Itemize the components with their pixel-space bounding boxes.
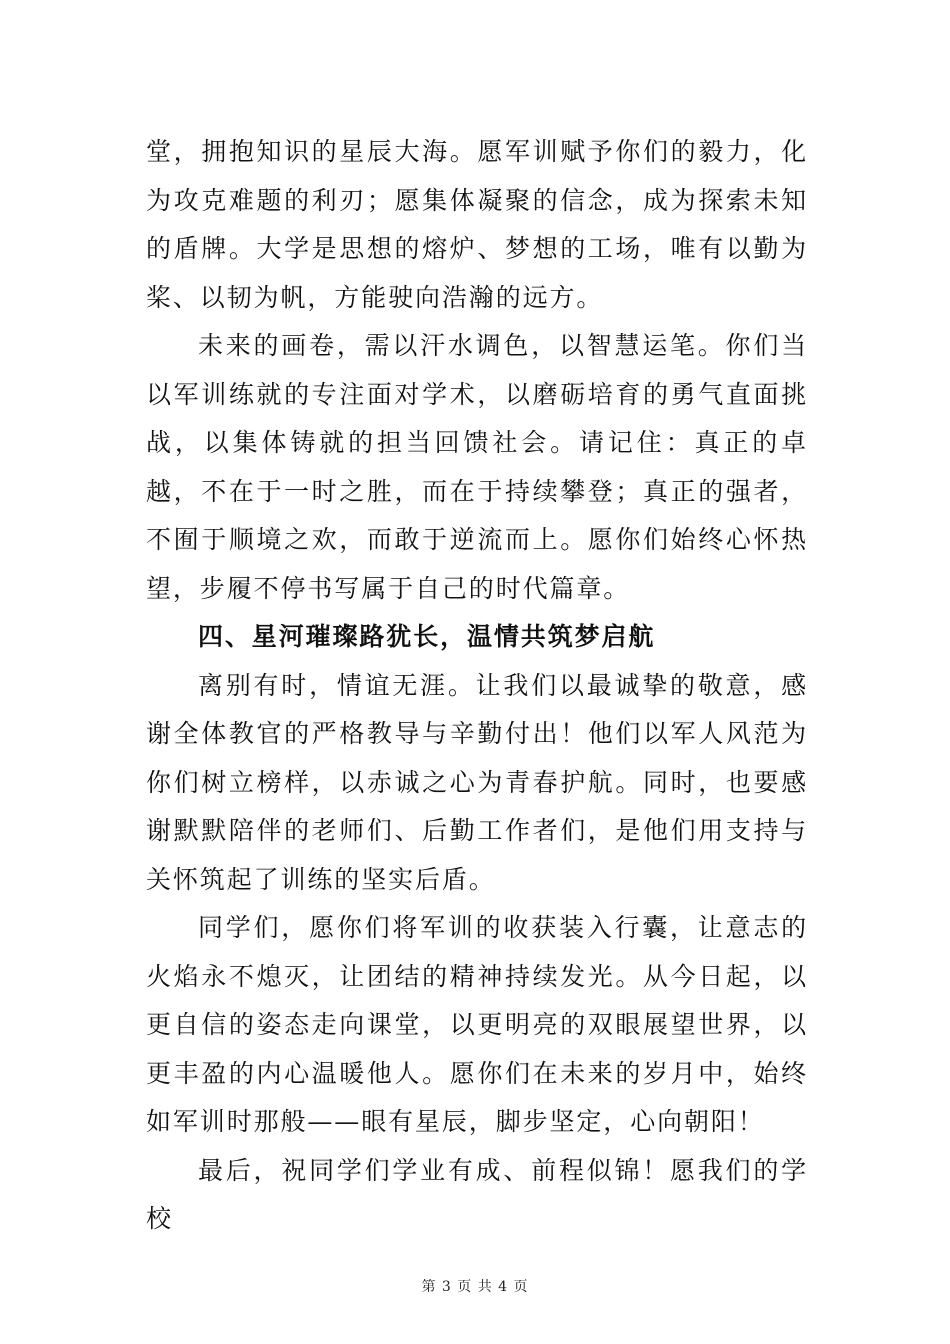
paragraph-closing: 最后，祝同学们学业有成、前程似锦！愿我们的学校 (146, 1155, 808, 1233)
section-heading-4: 四、星河璀璨路犹长，温情共筑梦启航 (198, 622, 656, 651)
page-number-footer: 第 3 页 共 4 页 (421, 1279, 529, 1295)
document-body (146, 128, 808, 1244)
paragraph-classmates-wishes: 同学们，愿你们将军训的收获装入行囊，让意志的火焰永不熄灭，让团结的精神持续发光。从今日起，以更自信的姿态走向课堂，以更明亮的双眼展望世界，以更丰盈的内心温暖他人。愿你们在未来的岁月中，始终如军训时那般——眼有星辰，脚步坚定，心向朝阳！ (146, 913, 808, 1136)
paragraph-farewell-thanks: 离别有时，情谊无涯。让我们以最诚挚的敬意，感谢全体教官的严格教导与辛勤付出！他们以军人风范为你们树立榜样，以赤诚之心为青春护航。同时，也要感谢默默陪伴的老师们、后勤工作者们，是他们用支持与关怀筑起了训练的坚实后盾。 (146, 670, 808, 894)
paragraph-future-canvas: 未来的画卷，需以汗水调色，以智慧运笔。你们当以军训练就的专注面对学术，以磨砺培育的勇气直面挑战，以集体铸就的担当回馈社会。请记住：真正的卓越，不在于一时之胜，而在于持续攀登；真正的强者，不囿于顺境之欢，而敢于逆流而上。愿你们始终心怀热望，步履不停书写属于自己的时代篇章。 (146, 331, 808, 603)
paragraph-continuation: 堂，拥抱知识的星辰大海。愿军训赋予你们的毅力，化为攻克难题的利刃；愿集体凝聚的信念，成为探索未知的盾牌。大学是思想的熔炉、梦想的工场，唯有以勤为桨、以韧为帆，方能驶向浩瀚的远方。 (146, 137, 808, 312)
